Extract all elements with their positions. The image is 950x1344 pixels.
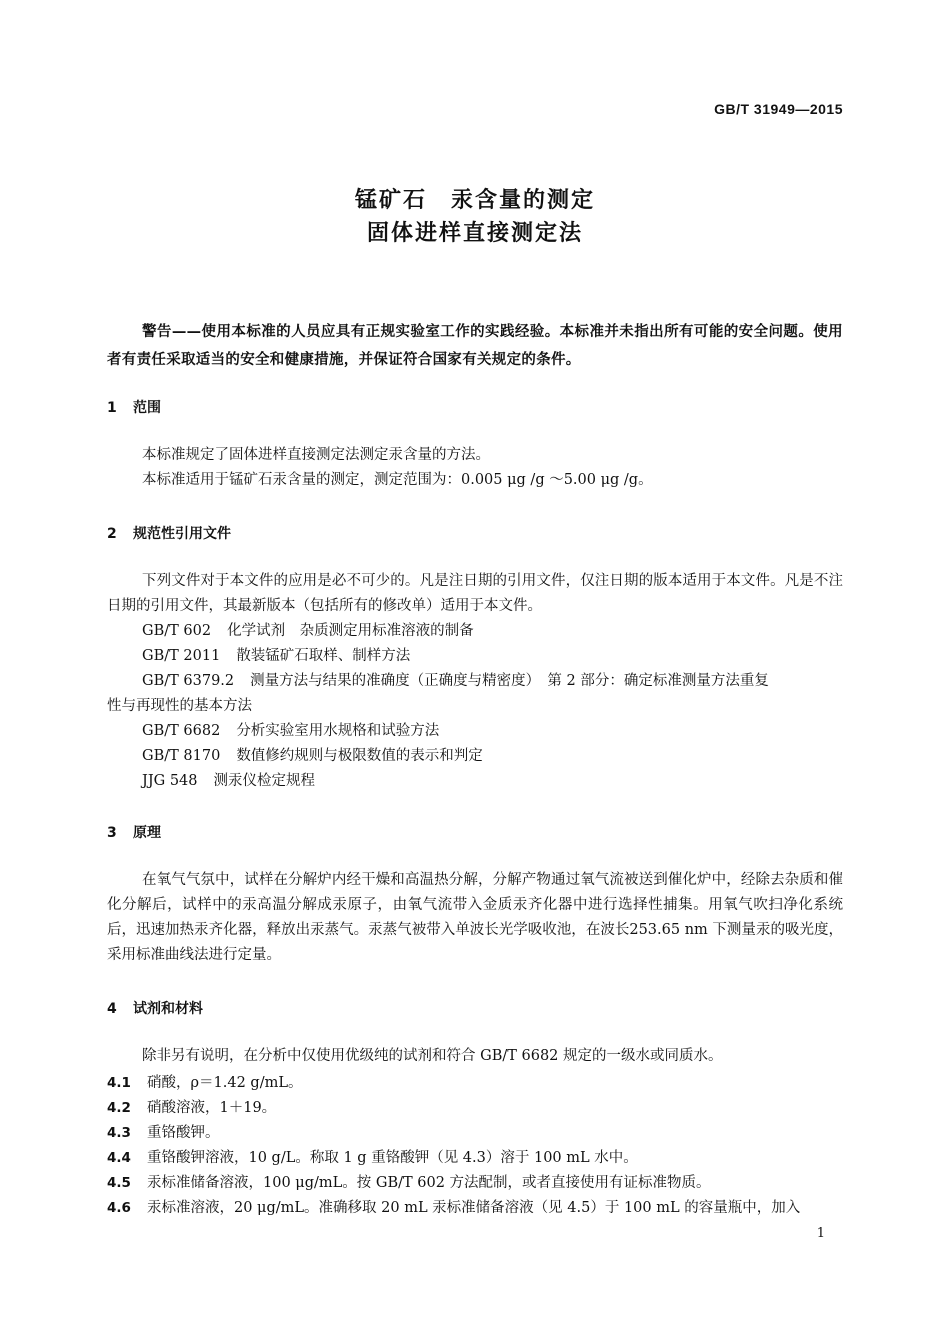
reference-item (142, 619, 474, 640)
principle-paragraph: 在氧气气氛中，试样在分解炉内经干燥和高温热分解，分解产物通过氧气流被送到催化炉中，经除去杂质和催化分解后，试样中的汞高温分解成汞原子，由氧气流带入金质汞齐化器中进行选择性捕集。用氧气吹扫净化系统后，迅速加热汞齐化器，释放出汞蒸气。汞蒸气被带入单波长光学吸收池，在波长253.65 nm 下测量汞的吸光度，采用标准曲线法进行定量。 (107, 872, 843, 963)
reagent-item (107, 1146, 843, 1167)
reference-item (142, 744, 483, 765)
scope-paragraph-2: 本标准适用于锰矿石汞含量的测定，测定范围为：0.005 μg /g ～5.00 μg /g。 (142, 472, 653, 488)
reagent-item (107, 1196, 843, 1217)
reagent-item (107, 1171, 843, 1192)
item-number: 4.1 (107, 1075, 131, 1091)
section-title: 范围 (133, 400, 161, 416)
section-title: 试剂和材料 (133, 1001, 203, 1017)
section-1-heading (107, 397, 161, 417)
reference-item (142, 669, 769, 690)
section-3-heading (107, 822, 161, 842)
reagent-item (107, 1071, 843, 1092)
reference-title: 测量方法与结果的准确度（正确度与精密度） 第 2 部分：确定标准测量方法重复 (250, 673, 769, 689)
reference-item (142, 719, 439, 740)
reagents-intro: 除非另有说明，在分析中仅使用优级纯的试剂和符合 GB/T 6682 规定的一级水或同质水。 (142, 1048, 723, 1064)
reference-code: GB/T 6379.2 (142, 673, 235, 689)
section-title: 规范性引用文件 (133, 526, 231, 542)
reference-title: 测汞仪检定规程 (213, 773, 315, 789)
reference-item-continuation: 性与再现性的基本方法 (107, 698, 252, 714)
item-text: 汞标准储备溶液，100 μg/mL。按 GB/T 602 方法配制，或者直接使用有证标准物质。 (147, 1175, 711, 1191)
item-number: 4.6 (107, 1200, 131, 1216)
item-number: 4.5 (107, 1175, 131, 1191)
references-intro: 下列文件对于本文件的应用是必不可少的。凡是注日期的引用文件，仅注日期的版本适用于本文件。凡是不注日期的引用文件，其最新版本（包括所有的修改单）适用于本文件。 (107, 573, 843, 614)
item-text: 重铬酸钾。 (147, 1125, 220, 1141)
reference-item (142, 769, 315, 790)
reference-code: GB/T 8170 (142, 748, 221, 764)
title-line-2: 固体进样直接测定法 (366, 221, 583, 246)
item-number: 4.4 (107, 1150, 131, 1166)
section-title: 原理 (133, 825, 161, 841)
section-4-heading (107, 998, 203, 1018)
reference-code: GB/T 602 (142, 623, 212, 639)
section-number: 3 (107, 825, 117, 841)
item-text: 汞标准溶液，20 μg/mL。准确移取 20 mL 汞标准储备溶液（见 4.5）于 100 mL 的容量瓶中，加入 (147, 1200, 801, 1216)
reference-code: JJG 548 (142, 773, 198, 789)
section-number: 1 (107, 400, 117, 416)
reference-title: 分析实验室用水规格和试验方法 (236, 723, 440, 739)
section-number: 2 (107, 526, 117, 542)
reagent-item (107, 1121, 843, 1142)
warning-paragraph: 警告——使用本标准的人员应具有正规实验室工作的实践经验。本标准并未指出所有可能的安全问题。使用者有责任采取适当的安全和健康措施，并保证符合国家有关规定的条件。 (107, 324, 843, 368)
reference-title: 数值修约规则与极限数值的表示和判定 (236, 748, 483, 764)
item-text: 重铬酸钾溶液，10 g/L。称取 1 g 重铬酸钾（见 4.3）溶于 100 mL 水中。 (147, 1150, 638, 1166)
item-number: 4.3 (107, 1125, 131, 1141)
section-2-heading (107, 523, 231, 543)
reference-code: GB/T 2011 (142, 648, 221, 664)
section-number: 4 (107, 1001, 117, 1017)
item-number: 4.2 (107, 1100, 131, 1116)
item-text: 硝酸溶液，1＋19。 (147, 1100, 277, 1116)
reagent-item (107, 1096, 843, 1117)
page-number: 1 (816, 1226, 825, 1241)
reference-item (142, 644, 410, 665)
title-line-1: 锰矿石 汞含量的测定 (354, 188, 595, 213)
item-text: 硝酸，ρ＝1.42 g/mL。 (147, 1075, 303, 1091)
scope-paragraph-1: 本标准规定了固体进样直接测定法测定汞含量的方法。 (142, 447, 490, 463)
reference-title: 化学试剂 杂质测定用标准溶液的制备 (227, 623, 474, 639)
reference-code: GB/T 6682 (142, 723, 221, 739)
standard-code: GB/T 31949—2015 (714, 101, 843, 117)
reference-title: 散装锰矿石取样、制样方法 (236, 648, 411, 664)
